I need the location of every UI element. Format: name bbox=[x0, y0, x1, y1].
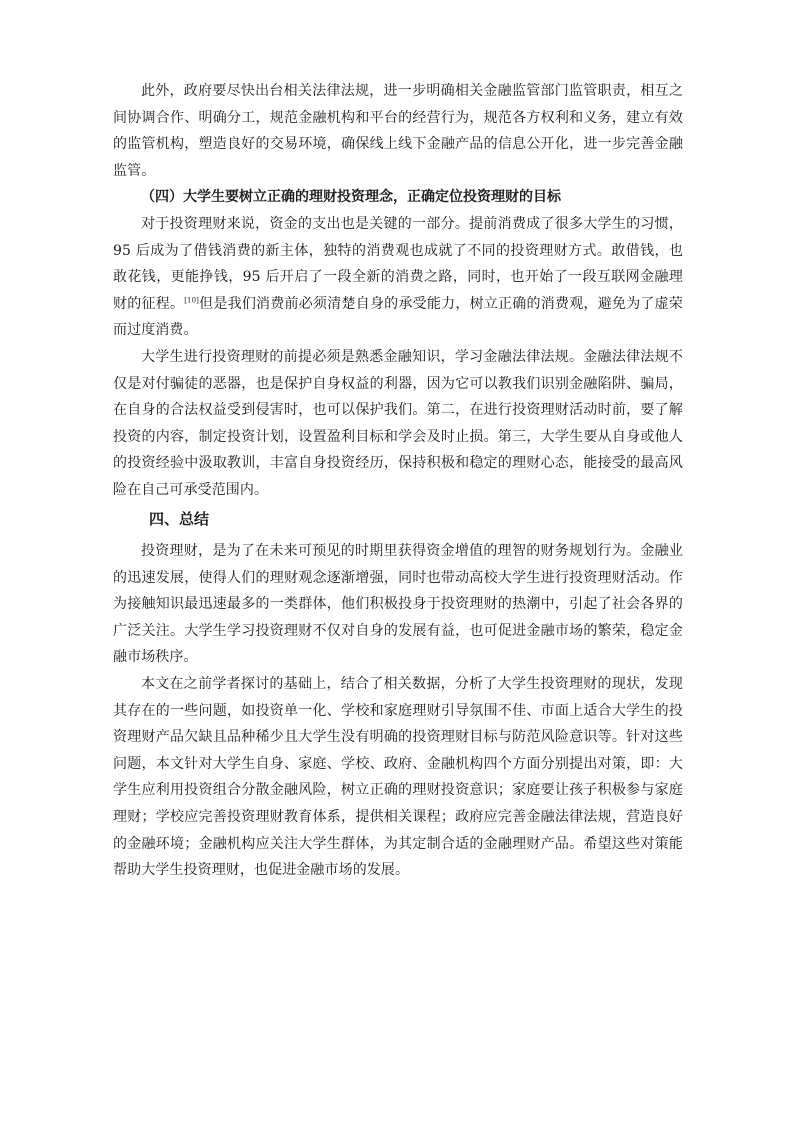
paragraph-consumption-text-b: 但是我们消费前必须清楚自身的承受能力，树立正确的消费观，避免为了虚荣而过度消费。 bbox=[113, 295, 683, 339]
paragraph-consumption bbox=[113, 211, 683, 344]
citation-marker: [10] bbox=[184, 296, 199, 305]
paragraph-consumption-text-a: 对于投资理财来说，资金的支出也是关键的一部分。提前消费成了很多大学生的习惯，95 后成为了借钱消费的新主体，独特的消费观也成就了不同的投资理财方式。敢借钱，也敢花钱，更能挣钱，95 后开启了一段全新的消费之路，同时，也开始了一段互联网金融理财的征程。 bbox=[113, 215, 683, 312]
paragraph-summary-1: 投资理财，是为了在未来可预见的时期里获得资金增值的理智的财务规划行为。金融业的迅速发展，使得人们的理财观念逐渐增强，同时也带动高校大学生进行投资理财活动。作为接触知识最迅速最多的一类群体，他们积极投身于投资理财的热潮中，引起了社会各界的广泛关注。大学生学习投资理财不仅对自身的发展有益，也可促进金融市场的繁荣，稳定金融市场秩序。 bbox=[113, 543, 683, 666]
paragraph-regulation: 此外，政府要尽快出台相关法律法规，进一步明确相关金融监管部门监管职责，相互之间协调合作、明确分工，规范金融机构和平台的经营行为，规范各方权利和义务，建立有效的监管机构，塑造良好的交易环境，确保线上线下金融产品的信息公开化，进一步完善金融监管。 bbox=[113, 83, 683, 179]
section-heading-summary: 四、总结 bbox=[149, 509, 210, 528]
document-page bbox=[113, 78, 683, 884]
subsection-heading-4: （四）大学生要树立正确的理财投资理念，正确定位投资理财的目标 bbox=[141, 189, 561, 206]
paragraph-summary-2: 本文在之前学者探讨的基础上，结合了相关数据，分析了大学生投资理财的现状，发现其存在的一些问题，如投资单一化、学校和家庭理财引导氛围不佳、市面上适合大学生的投资理财产品欠缺且品种稀少且大学生没有明确的投资理财目标与防范风险意识等。针对这些问题，本文针对大学生自身、家庭、学校、政府、金融机构四个方面分别提出对策，即：大学生应利用投资组合分散金融风险，树立正确的理财投资意识；家庭要让孩子积极参与家庭理财；学校应完善投资理财教育体系，提供相关课程；政府应完善金融法律法规，营造良好的金融环境；金融机构应关注大学生群体，为其定制合适的金融理财产品。希望这些对策能帮助大学生投资理财，也促进金融市场的发展。 bbox=[113, 676, 683, 879]
paragraph-financial-knowledge: 大学生进行投资理财的前提必须是熟悉金融知识，学习金融法律法规。金融法律法规不仅是对付骗徒的恶器，也是保护自身权益的利器，因为它可以教我们识别金融陷阱、骗局，在自身的合法权益受到侵害时，也可以保护我们。第二，在进行投资理财活动时前，要了解投资的内容，制定投资计划，设置盈利目标和学会及时止损。第三，大学生要从自身或他人的投资经验中汲取教训，丰富自身投资经历，保持积极和稳定的理财心态，能接受的最高风险在自己可承受范围内。 bbox=[113, 348, 683, 498]
